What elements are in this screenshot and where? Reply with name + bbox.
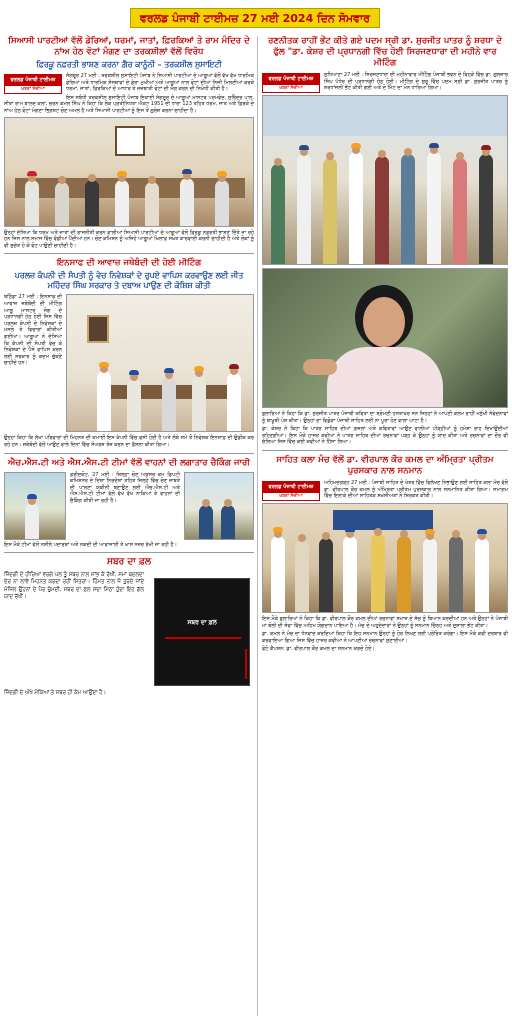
logo-right-2 [262,481,320,501]
story2-photo [66,294,254,432]
wall-frame [115,126,145,156]
story2-body [4,435,254,448]
book-cover-title: ਸਬਰ ਦਾ ਫ਼ਲ [187,619,217,627]
logo-title: ਵਰਲਡ ਪੰਜਾਬੀ ਟਾਈਮਜ਼ [5,75,61,86]
left-column [4,36,254,697]
story1-para3: ਉਨ੍ਹਾਂ ਦੱਸਿਆ ਕਿ ਧਰਮ ਅਤੇ ਜਾਤਾਂ ਦੀ ਰਾਜਨੀਤੀ ਕਰਨ ਵਾਲੀਆਂ ਸਿਆਸੀ ਪਾਰਟੀਆਂ ਦੇ ਆਗੂਆਂ ਵੱਲੋਂ ਫ਼ਿਰਕੂ ਨਫ਼ਰਤੀ ਭਾਸ਼ਣ ਦਿੱਤੇ ਜਾ ਰਹੇ ਹਨ ਜਿਸ ਨਾਲ ਸਮਾਜ ਵਿੱਚ ਵੰਡੀਆਂ ਪੈਂਦੀਆਂ ਹਨ। ਚੋਣ ਕਮਿਸ਼ਨ ਨੂੰ ਅਜਿਹੇ ਆਗੂਆਂ ਖ਼ਿਲਾਫ਼ ਸਖ਼ਤ ਕਾਰਵਾਈ ਕਰਨੀ ਚਾਹੀਦੀ ਹੈ ਅਤੇ ਲੋਕਾਂ ਨੂੰ ਵੀ ਸੁਚੇਤ ਹੋ ਕੇ ਵੋਟ ਪਾਉਣੀ ਚਾਹੀਦੀ ਹੈ। [4,229,254,249]
right-story2-para1: ਅਹਿਮਦਗੜ੍ਹ 27 ਮਈ : ਪੰਜਾਬੀ ਸਾਹਿਤ ਦੇ ਖੇਤਰ ਵਿੱਚ ਵਿਲੱਖਣ ਨਿਭਾਉਣ ਲਈ ਸਾਹਿਤ ਕਲਾ ਮੰਚ ਵੱਲੋਂ ਡਾ. ਵੀਰਪਾਲ ਕੌਰ ਕਮਲ ਨੂੰ ਅੰਮ੍ਰਿਤਾ ਪ੍ਰੀਤਮ ਪੁਰਸਕਾਰ ਨਾਲ ਸਨਮਾਨਿਤ ਕੀਤਾ ਗਿਆ। ਸਮਾਗਮ ਵਿੱਚ ਇਲਾਕੇ ਦੀਆਂ ਸਾਹਿਤਕ ਸ਼ਖ਼ਸੀਅਤਾਂ ਨੇ ਸ਼ਿਰਕਤ ਕੀਤੀ। [324,479,508,500]
right-story2-headline: ਸਾਹਿਤ ਕਲਾ ਮੰਚ ਵੱਲੋਂ ਡਾ. ਵੀਰਪਾਲ ਕੌਰ ਕਮਲ ਦਾ ਅੰਮ੍ਰਿਤਾ ਪ੍ਰੀਤਮ ਪੁਰਸਕਾਰ ਨਾਲ ਸਨਮਾਨ [276,454,494,476]
logo-right-2-title: ਵਰਲਡ ਪੰਜਾਬੀ ਟਾਈਮਜ਼ [263,482,319,493]
story3-headline: ਐਚ.ਐਸ.ਟੀ ਅਤੇ ਐਸ.ਐਸ.ਟੀ ਟੀਮਾਂ ਵੱਲੋਂ ਵਾਹਨਾਂ ਦੀ ਲਗਾਤਾਰ ਚੈਕਿੰਗ ਜਾਰੀ [8,457,250,468]
story1-para2: ਇਸ ਸਬੰਧੀ ਤਰਕਸ਼ੀਲ ਸੁਸਾਇਟੀ ਪੰਜਾਬ ਇਕਾਈ ਸੰਗਰੂਰ ਦੇ ਆਗੂਆਂ ਮਾਸਟਰ ਪਰਮਵੇਦ, ਸੁਰਿੰਦਰ ਪਾਲ, ਸੀਤਾ ਰਾਮ ਬਾਲਦ ਕਲਾਂ, ਚਰਨ ਕਮਲ ਸਿੰਘ ਨੇ ਕਿਹਾ ਕਿ ਲੋਕ ਪ੍ਰਤੀਨਿਧਤਾ ਐਕਟ 1951 ਦੀ ਧਾਰਾ 123 ਤਹਿਤ ਧਰਮ, ਜਾਤ ਅਤੇ ਫ਼ਿਰਕੇ ਦੇ ਨਾਂਅ ਹੇਠ ਵੋਟਾਂ ਮੰਗਣਾ ਭ੍ਰਿਸ਼ਟ ਚੋਣ ਅਮਲ ਹੈ ਅਤੇ ਸਿਆਸੀ ਪਾਰਟੀਆਂ ਨੂੰ ਇਸ ਤੋਂ ਗੁਰੇਜ਼ ਕਰਨਾ ਚਾਹੀਦਾ ਹੈ। [4,94,254,114]
logo-right [262,73,320,93]
logo-right-tagline: ਖ਼ਬਰਾਂ ਸੱਚੀਆਂ [279,86,303,91]
story3-photo-right [184,472,254,540]
award-photo [262,503,508,613]
portrait-dress [327,347,443,408]
right-story1-headline: ਰਣਨੀਤਕ ਰਾਹੀਂ ਭੇਂਟ ਕੀਤੇ ਗਏ ਪਦਮ ਸ੍ਰੀ ਡਾ. ਸੁਰਜੀਤ ਪਾਤਰ ਨੂੰ ਸ਼ਰਧਾ ਦੇ ਫੁੱਲ "ਡਾ. ਕੇਸ਼ਰ ਦੀ ਪ੍ਰਧਾਨਗੀ ਵਿੱਚ ਹੋਈ ਸਿਰਜਣਧਾਰਾ ਦੀ ਮਹੀਨੇ ਵਾਰ ਮੀਟਿੰਗ [268,36,502,68]
story1-photo [4,117,254,227]
right-column [262,36,508,655]
story3-block [4,472,254,542]
story3-para1: ਫ਼ਰੀਦਕੋਟ, 27 ਮਈ : ਜ਼ਿਲ੍ਹਾ ਚੋਣ ਅਫ਼ਸਰ ਕਮ ਡਿਪਟੀ ਕਮਿਸ਼ਨਰ ਦੇ ਦਿਸ਼ਾ ਨਿਰਦੇਸ਼ਾਂ ਤਹਿਤ ਜ਼ਿਲ੍ਹੇ ਵਿੱਚ ਚੋਣ ਜ਼ਾਬਤੇ ਦੀ ਪਾਲਣਾ ਯਕੀਨੀ ਬਣਾਉਣ ਲਈ ਐਚ.ਐਸ.ਟੀ ਅਤੇ ਐਸ.ਐਸ.ਟੀ ਟੀਮਾਂ ਵੱਲੋਂ ਵੱਖ ਵੱਖ ਨਾਕਿਆਂ ਤੇ ਵਾਹਨਾਂ ਦੀ ਚੈਕਿੰਗ ਕੀਤੀ ਜਾ ਰਹੀ ਹੈ। [70,471,180,504]
right-story2-intro [262,480,508,500]
right-story2-para2: ਇਸ ਮੌਕੇ ਬੁਲਾਰਿਆਂ ਨੇ ਕਿਹਾ ਕਿ ਡਾ. ਵੀਰਪਾਲ ਕੌਰ ਕਮਲ ਦੀਆਂ ਰਚਨਾਵਾਂ ਸਮਾਜ ਦੇ ਸੱਚ ਨੂੰ ਬਿਆਨ ਕਰਦੀਆਂ ਹਨ ਅਤੇ ਉਨ੍ਹਾਂ ਨੇ ਪੰਜਾਬੀ ਮਾਂ ਬੋਲੀ ਦੀ ਸੇਵਾ ਵਿੱਚ ਅਹਿਮ ਯੋਗਦਾਨ ਪਾਇਆ ਹੈ। ਮੰਚ ਦੇ ਅਹੁਦੇਦਾਰਾਂ ਨੇ ਉਨ੍ਹਾਂ ਨੂੰ ਸਨਮਾਨ ਚਿੰਨ੍ਹ ਅਤੇ ਦੁਸ਼ਾਲਾ ਭੇਂਟ ਕੀਤਾ। [262,615,508,629]
right-story1-para3: ਡਾ. ਕੇਸ਼ਰ ਨੇ ਕਿਹਾ ਕਿ ਪਾਤਰ ਸਾਹਿਬ ਦੀਆਂ ਗ਼ਜ਼ਲਾਂ ਅਤੇ ਕਵਿਤਾਵਾਂ ਆਉਣ ਵਾਲੀਆਂ ਪੀੜ੍ਹੀਆਂ ਨੂੰ ਹਮੇਸ਼ਾ ਰਾਹ ਦਿਖਾਉਂਦੀਆਂ ਰਹਿਣਗੀਆਂ। ਇਸ ਮੌਕੇ ਹਾਜ਼ਰ ਕਵੀਆਂ ਨੇ ਪਾਤਰ ਸਾਹਿਬ ਦੀਆਂ ਰਚਨਾਵਾਂ ਪੜ੍ਹ ਕੇ ਉਨ੍ਹਾਂ ਨੂੰ ਯਾਦ ਕੀਤਾ ਅਤੇ ਰਚਨਾਵਾਂ ਦਾ ਦੌਰ ਵੀ ਚੱਲਿਆ ਜਿਸ ਵਿੱਚ ਕਈ ਕਵੀਆਂ ਨੇ ਹਿੱਸਾ ਲਿਆ। [262,426,508,446]
poem-block [4,572,254,690]
background-wall [263,96,507,136]
poem-text: ਜ਼ਿੰਦਗੀ ਦੇ ਹੀਰਿਆਂ ਵਰਗੇ ਪਲ ਤੂੰ ਸਬਰ ਨਾਲ ਸਾਂਭ ਕੇ ਰੱਖੀਂ, ਸਮਾਂ ਬਦਲਦਾ ਦੇਰ ਨਾ ਲਾਵੇ ਮਿਹਨਤ ਕਰਦਾ ਰਹੀਂ ਮਿੱਤਰਾ। ਹਿੰਮਤ ਨਾਲ ਜੋ ਤੁਰਦੇ ਜਾਂਦੇ ਮੰਜ਼ਿਲ ਉਹਨਾਂ ਦੇ ਪੈਰ ਚੁੰਮਦੀ, ਸਬਰ ਦਾ ਫ਼ਲ ਸਦਾ ਮਿੱਠਾ ਹੁੰਦਾ ਇਹ ਗੱਲ ਯਾਦ ਰੱਖੀਂ। [4,572,144,601]
story1-headline: ਸਿਆਸੀ ਪਾਰਟੀਆਂ ਵੱਲੋਂ ਡੇਰਿਆਂ, ਧਰਮਾਂ, ਜਾਤਾਂ, ਫ਼ਿਰਕਿਆਂ ਤੇ ਰਾਮ ਮੰਦਿਰ ਦੇ ਨਾਂਅ ਹੇਠ ਵੋਟਾਂ ਮੰਗਣ ਦਾ ਤਰਕਸ਼ੀਲਾਂ ਵੱਲੋਂ ਵਿਰੋਧ [8,36,250,57]
poem-footer: ਜ਼ਿੰਦਗੀ ਦੇ ਔਖੇ ਮੌਕਿਆਂ ਤੇ ਸਬਰ ਹੀ ਕੰਮ ਆਉਂਦਾ ਹੈ। [4,690,106,697]
story1-body [4,73,254,115]
story2-para1: ਬਠਿੰਡਾ 27 ਮਈ : ਇਨਸਾਫ ਦੀ ਆਵਾਜ਼ ਜਥੇਬੰਦੀ ਦੀ ਮੀਟਿੰਗ ਆਗੂ ਮਾਸਟਰ ਜੋਗ ਦੇ ਪ੍ਰਧਾਨਗੀ ਹੇਠ ਹੋਈ ਜਿਸ ਵਿੱਚ ਪਰਲਜ਼ ਕੰਪਨੀ ਦੇ ਨਿਵੇਸ਼ਕਾਂ ਦੇ ਮਸਲੇ ਤੇ ਵਿਚਾਰਾਂ ਕੀਤੀਆਂ ਗਈਆਂ। ਆਗੂਆਂ ਨੇ ਦੱਸਿਆ ਕਿ ਕੰਪਨੀ ਦੀ ਸੰਪਤੀ ਵੇਚ ਕੇ ਨਿਵੇਸ਼ਕਾਂ ਦੇ ਪੈਸੇ ਵਾਪਿਸ ਕਰਨ ਲਈ ਸਰਕਾਰ ਨੂੰ ਕਦਮ ਚੁੱਕਣੇ ਚਾਹੀਦੇ ਹਨ। [4,294,62,367]
right-story2-caption: ਫੋਟੋ ਕੈਪਸ਼ਨ: ਡਾ. ਵੀਰਪਾਲ ਕੌਰ ਕਮਲ ਦਾ ਸਨਮਾਨ ਕਰਦੇ ਹੋਏ। [262,646,375,653]
sofa [15,178,245,198]
story3-photo-left [4,472,66,540]
portrait-hand [303,359,337,375]
right-story1-intro [262,72,508,92]
story1-subhead: ਫ਼ਿਰਕੂ ਨਫ਼ਰਤੀ ਭਾਸ਼ਣ ਕਰਨਾ ਗ਼ੈਰ ਕਾਨੂੰਨੀ – ਤਰਕਸ਼ੀਲ ਸੁਸਾਇਟੀ [36,60,222,69]
right-group-photo [262,95,508,265]
right-story1-body [262,411,508,446]
story2-headline: ਇਨਸਾਫ ਦੀ ਆਵਾਜ਼ ਜਥੇਬੰਦੀ ਦੀ ਹੋਈ ਮੀਟਿੰਗ [56,258,202,269]
right-story2-body [262,616,508,653]
logo-right-2-tagline: ਖ਼ਬਰਾਂ ਸੱਚੀਆਂ [279,493,303,499]
logo-tagline: ਖ਼ਬਰਾਂ ਸੱਚੀਆਂ [21,87,45,92]
portrait-face [363,297,405,347]
right-story1-para1: ਲੁਧਿਆਣਾ 27 ਮਈ : ਸਿਰਜਣਧਾਰਾ ਦੀ ਮਹੀਨਾਵਾਰ ਮੀਟਿੰਗ ਪੰਜਾਬੀ ਭਵਨ ਦੇ ਵਿਹੜੇ ਵਿੱਚ ਡਾ. ਗੁਲਜ਼ਾਰ ਸਿੰਘ ਪੰਧੇਰ ਦੀ ਪ੍ਰਧਾਨਗੀ ਹੇਠ ਹੋਈ। ਮੀਟਿੰਗ ਦੇ ਸ਼ੁਰੂ ਵਿੱਚ ਪਦਮ ਸ੍ਰੀ ਡਾ. ਸੁਰਜੀਤ ਪਾਤਰ ਨੂੰ ਸ਼ਰਧਾਂਜਲੀ ਭੇਂਟ ਕੀਤੀ ਗਈ ਅਤੇ ਦੋ ਮਿੰਟ ਦਾ ਮੋਨ ਧਾਰਿਆ ਗਿਆ। [324,72,508,92]
logo [4,74,62,94]
masthead: ਵਰਲਡ ਪੰਜਾਬੀ ਟਾਈਮਜ਼ 27 ਮਈ 2024 ਦਿਨ ਸੋਮਵਾਰ [130,8,380,28]
poem-title: ਸਬਰ ਦਾ ਫ਼ਲ [107,557,151,568]
story2-para2: ਉਨ੍ਹਾਂ ਕਿਹਾ ਕਿ ਲੱਖਾਂ ਪਰਿਵਾਰਾਂ ਦੀ ਮਿਹਨਤ ਦੀ ਕਮਾਈ ਇਸ ਕੰਪਨੀ ਵਿੱਚ ਫਸੀ ਹੋਈ ਹੈ ਅਤੇ ਲੰਬੇ ਸਮੇਂ ਤੋਂ ਨਿਵੇਸ਼ਕ ਇਨਸਾਫ਼ ਦੀ ਉਡੀਕ ਕਰ ਰਹੇ ਹਨ। ਜਥੇਬੰਦੀ ਵੱਲੋਂ ਆਉਣ ਵਾਲੇ ਦਿਨਾਂ ਵਿੱਚ ਸੰਘਰਸ਼ ਤੇਜ਼ ਕਰਨ ਦਾ ਫ਼ੈਸਲਾ ਕੀਤਾ ਗਿਆ। [4,435,254,448]
right-story1-para2: ਬੁਲਾਰਿਆਂ ਨੇ ਕਿਹਾ ਕਿ ਡਾ. ਸੁਰਜੀਤ ਪਾਤਰ ਪੰਜਾਬੀ ਕਵਿਤਾ ਦਾ ਸ਼੍ਰੋਮਣੀ ਹਸਤਾਖ਼ਰ ਸਨ ਜਿਨ੍ਹਾਂ ਨੇ ਆਪਣੀ ਕਲਮ ਰਾਹੀਂ ਮਨੁੱਖੀ ਸੰਵੇਦਨਾਵਾਂ ਨੂੰ ਬਾਖ਼ੂਬੀ ਪੇਸ਼ ਕੀਤਾ। ਉਨ੍ਹਾਂ ਦਾ ਵਿਛੋੜਾ ਪੰਜਾਬੀ ਸਾਹਿਤ ਲਈ ਨਾ ਪੂਰਾ ਹੋਣ ਵਾਲਾ ਘਾਟਾ ਹੈ। [262,411,508,424]
portrait-frame [87,315,109,343]
column-divider [257,36,258,1016]
logo-right-title: ਵਰਲਡ ਪੰਜਾਬੀ ਟਾਈਮਜ਼ [263,74,319,85]
story2-subhead: ਪਰਲਜ਼ ਕੰਪਨੀ ਦੀ ਸੰਪਤੀ ਨੂੰ ਵੇਚ ਨਿਵੇਸ਼ਕਾਂ ਦੇ ਰੁਪਏ ਵਾਪਿਸ ਕਰਵਾਉਣ ਲਈ ਜੀਤ ਮਹਿੰਦਰ ਸਿੰਘ ਸਰਕਾਰ ਤੇ ਦਬਾਅ ਪਾਉਣ ਦੀ ਕੋਸ਼ਿਸ਼ ਕੀਤੀ [14,271,244,291]
story3-para2: ਇਸ ਮੌਕੇ ਟੀਮਾਂ ਵੱਲੋਂ ਨਸ਼ੀਲੇ ਪਦਾਰਥਾਂ ਅਤੇ ਨਕਦੀ ਦੀ ਆਵਾਜਾਈ ਤੇ ਖ਼ਾਸ ਨਜ਼ਰ ਰੱਖੀ ਜਾ ਰਹੀ ਹੈ। [4,541,177,548]
speaker-portrait [262,268,508,408]
right-story2-para3: ਡਾ. ਕਮਲ ਨੇ ਮੰਚ ਦਾ ਧੰਨਵਾਦ ਕਰਦਿਆਂ ਕਿਹਾ ਕਿ ਇਹ ਸਨਮਾਨ ਉਨ੍ਹਾਂ ਨੂੰ ਹੋਰ ਲਿਖਣ ਲਈ ਪ੍ਰੇਰਿਤ ਕਰੇਗਾ। ਇਸ ਮੌਕੇ ਕਵੀ ਦਰਬਾਰ ਵੀ ਕਰਵਾਇਆ ਗਿਆ ਜਿਸ ਵਿੱਚ ਹਾਜ਼ਰ ਕਵੀਆਂ ਨੇ ਆਪਣੀਆਂ ਰਚਨਾਵਾਂ ਸੁਣਾਈਆਂ। [262,631,508,644]
book-spine-accent [245,649,247,679]
story1-para1: ਸੰਗਰੂਰ 27 ਮਈ : ਤਰਕਸ਼ੀਲ ਸੁਸਾਇਟੀ ਪੰਜਾਬ ਨੇ ਸਿਆਸੀ ਪਾਰਟੀਆਂ ਦੇ ਆਗੂਆਂ ਵੱਲੋਂ ਵੱਖ ਵੱਖ ਧਾਰਮਿਕ ਡੇਰਿਆਂ ਅਤੇ ਧਾਰਮਿਕ ਸੰਸਥਾਵਾਂ ਦੇ ਡੇਰਾ ਮੁਖੀਆਂ ਅਤੇ ਆਗੂਆਂ ਨਾਲ ਵੋਟਾਂ ਦੀਆਂ ਨਿਜੀ ਮਿਲਣੀਆਂ ਕਰਕੇ ਧਰਮਾਂ, ਜਾਤਾਂ, ਫ਼ਿਰਕਿਆਂ ਦੇ ਆਧਾਰ ਤੇ ਜਜ਼ਬਾਤੀ ਵੋਟਾਂ ਦੀ ਮੰਗ ਕਰਨ ਦੀ ਨਿਖੇਧੀ ਕੀਤੀ ਹੈ। [66,73,254,93]
story1-continued [4,230,254,250]
poem-book-cover [154,578,250,686]
story2-block [4,294,254,432]
book-cover-line [165,637,241,639]
story3-body [4,542,254,549]
